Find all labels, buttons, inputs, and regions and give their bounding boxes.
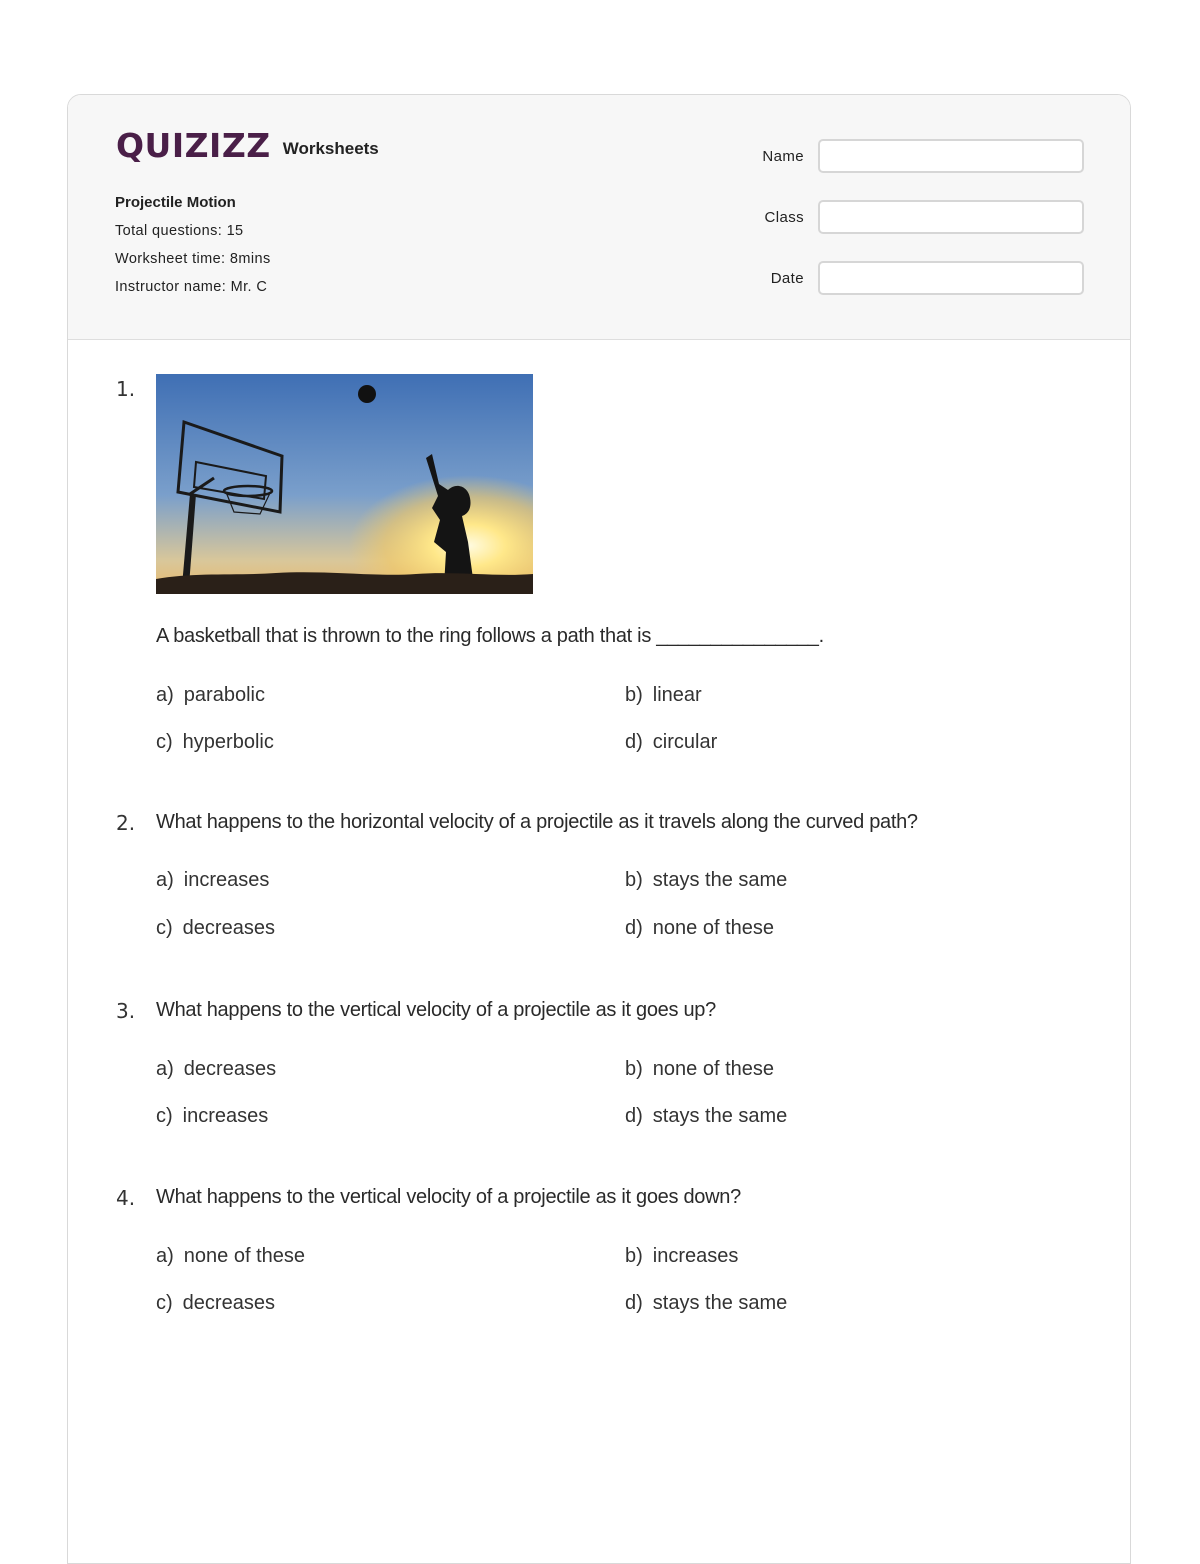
class-label: Class	[764, 208, 804, 226]
option-text: none of these	[183, 1245, 306, 1267]
option-text: stays the same	[652, 1292, 788, 1314]
worksheet-title: Projectile Motion	[115, 194, 236, 211]
student-fields	[748, 138, 1084, 321]
question-body	[156, 811, 1056, 939]
total-questions: Total questions: 15	[115, 223, 244, 239]
option-text: linear	[652, 684, 702, 706]
option-b[interactable]	[625, 684, 702, 707]
option-c[interactable]	[156, 731, 274, 754]
option-letter: b)	[625, 869, 643, 891]
option-text: increases	[652, 1245, 739, 1267]
option-c[interactable]	[156, 917, 275, 940]
class-field[interactable]	[818, 200, 1084, 234]
option-text: increases	[182, 1105, 269, 1127]
question-body	[156, 999, 1056, 1127]
option-b[interactable]	[625, 1245, 738, 1268]
date-label: Date	[770, 269, 804, 287]
option-a[interactable]	[156, 684, 265, 707]
option-letter: c)	[156, 731, 173, 753]
worksheet	[67, 94, 1131, 1564]
option-text: parabolic	[183, 684, 265, 706]
question-number: 1.	[116, 377, 136, 401]
option-b[interactable]	[625, 1058, 774, 1081]
option-letter: b)	[625, 1058, 643, 1080]
question-text: What happens to the vertical velocity of a projectile as it goes down?	[156, 1186, 741, 1208]
date-row	[748, 260, 1084, 296]
option-b[interactable]	[625, 869, 787, 892]
question-number: 3.	[116, 999, 136, 1023]
option-letter: d)	[625, 731, 643, 753]
option-text: hyperbolic	[182, 731, 274, 753]
name-field[interactable]	[818, 139, 1084, 173]
brand-product: Worksheets	[282, 139, 379, 158]
option-text: none of these	[652, 1058, 775, 1080]
worksheet-time: Worksheet time: 8mins	[115, 251, 271, 267]
option-letter: d)	[625, 1105, 643, 1127]
option-text: circular	[652, 731, 718, 753]
option-letter: a)	[156, 684, 174, 706]
name-row	[748, 138, 1084, 174]
question-number: 2.	[116, 811, 136, 835]
question-body	[156, 1186, 1056, 1314]
option-d[interactable]	[625, 1105, 787, 1128]
instructor-name: Instructor name: Mr. C	[115, 279, 268, 295]
question-number: 4.	[116, 1186, 136, 1210]
option-a[interactable]	[156, 869, 269, 892]
date-field[interactable]	[818, 261, 1084, 295]
brand	[116, 126, 379, 165]
question-text: What happens to the vertical velocity of a projectile as it goes up?	[156, 999, 716, 1021]
option-c[interactable]	[156, 1105, 268, 1128]
option-d[interactable]	[625, 1292, 787, 1315]
worksheet-meta	[115, 194, 271, 307]
option-text: decreases	[182, 1292, 275, 1314]
option-c[interactable]	[156, 1292, 275, 1315]
option-text: increases	[183, 869, 270, 891]
class-row	[748, 199, 1084, 235]
option-a[interactable]	[156, 1058, 276, 1081]
option-letter: a)	[156, 1058, 174, 1080]
option-letter: b)	[625, 684, 643, 706]
option-letter: c)	[156, 1292, 173, 1314]
option-a[interactable]	[156, 1245, 305, 1268]
option-letter: d)	[625, 1292, 643, 1314]
option-d[interactable]	[625, 917, 774, 940]
question-text: What happens to the horizontal velocity of a projectile as it travels along the curved path?	[156, 811, 918, 833]
option-letter: c)	[156, 917, 173, 939]
option-letter: d)	[625, 917, 643, 939]
quizizz-logo: QUIZIZZ	[116, 126, 271, 165]
option-text: stays the same	[652, 1105, 788, 1127]
option-letter: a)	[156, 1245, 174, 1267]
basketball-silhouette-image	[156, 374, 533, 594]
option-text: none of these	[652, 917, 775, 939]
option-text: stays the same	[652, 869, 788, 891]
worksheet-header	[68, 95, 1130, 340]
option-d[interactable]	[625, 731, 717, 754]
option-letter: b)	[625, 1245, 643, 1267]
question-text: A basketball that is thrown to the ring follows a path that is _______________.	[156, 625, 824, 647]
option-text: decreases	[182, 917, 275, 939]
option-letter: a)	[156, 869, 174, 891]
option-text: decreases	[183, 1058, 277, 1080]
name-label: Name	[762, 147, 804, 165]
option-letter: c)	[156, 1105, 173, 1127]
